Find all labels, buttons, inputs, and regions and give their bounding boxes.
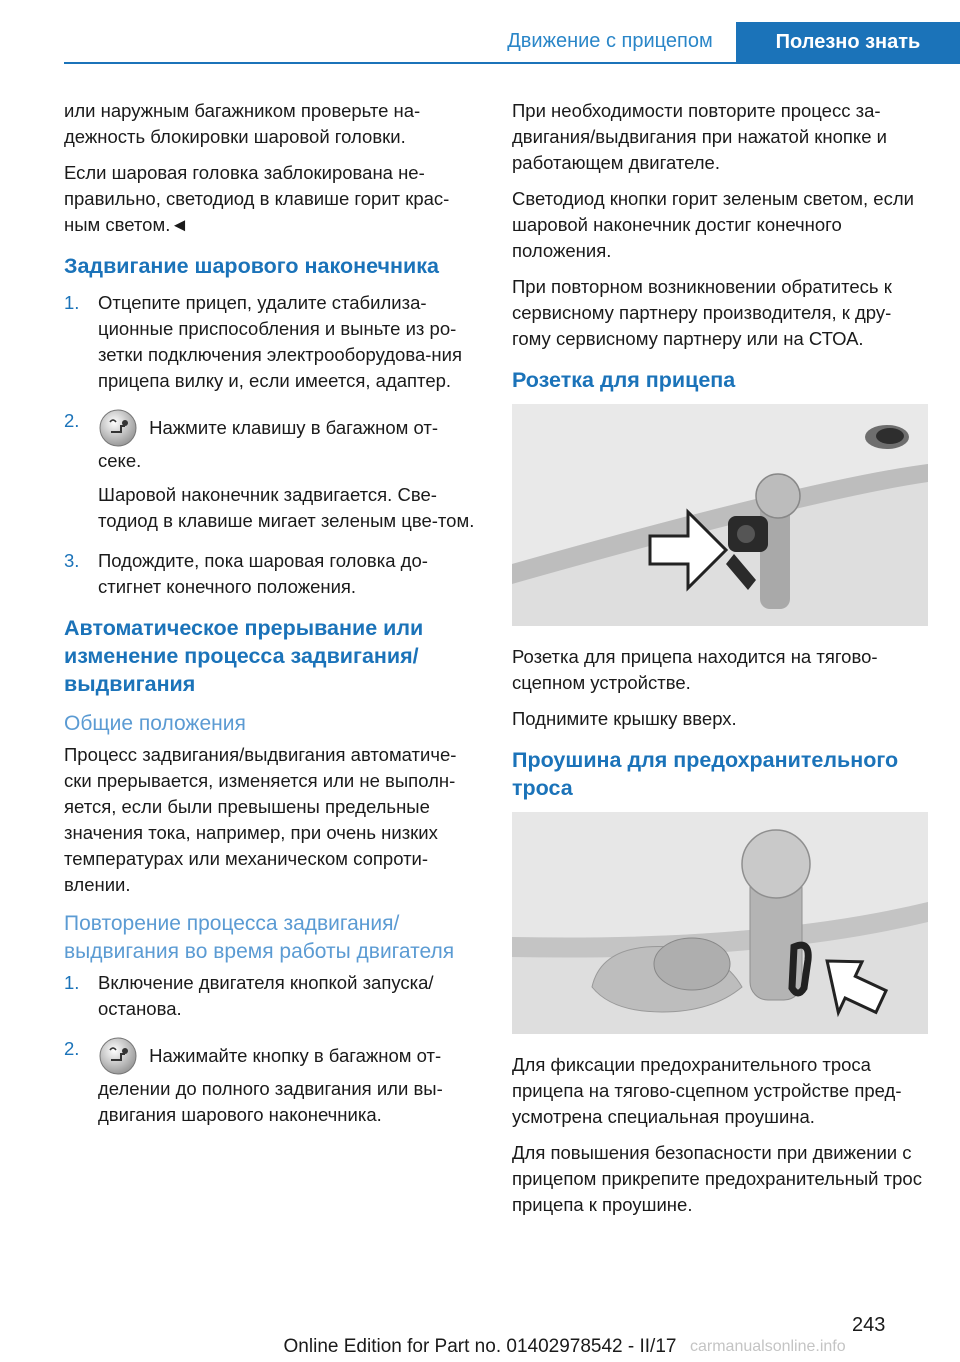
trailer-hitch-button-icon [98, 1036, 138, 1076]
list-item [64, 970, 480, 1022]
list-item [64, 290, 480, 394]
step-number: 3. [64, 550, 80, 571]
list-item [64, 548, 480, 600]
watermark: carmanualsonline.info [690, 1338, 846, 1355]
step-number: 1. [64, 972, 80, 993]
step-text: Включение двигателя кнопкой запуска/ останова. [98, 972, 434, 1019]
paragraph: Светодиод кнопки горит зеленым светом, если шаровой наконечник достиг конечного положения. [512, 188, 914, 261]
header-section-tab: Движение с прицепом [507, 30, 713, 52]
trailer-hitch-button-icon [98, 408, 138, 448]
paragraph: Розетка для прицепа находится на тягово-сцепном устройстве. [512, 646, 878, 693]
right-column [512, 98, 928, 1228]
paragraph: При повторном возникновении обратитесь к сервисному партнеру производителя, к дру-гому сервисному партнеру или на СТОА. [512, 276, 892, 349]
heading-auto-interrupt: Автоматическое прерывание или изменение процесса задвигания/ выдвигания [64, 616, 424, 696]
paragraph: или наружным багажником проверьте на-дежность блокировки шаровой головки. [64, 100, 421, 147]
header-chapter-tab: Полезно знать [736, 22, 960, 62]
heading-repeat: Повторение процесса задвигания/ выдвигания во время работы двигателя [64, 912, 455, 963]
paragraph: Поднимите крышку вверх. [512, 708, 737, 729]
paragraph: Для фиксации предохранительного троса прицепа на тягово-сцепном устройстве пред-усмотрена специальная проушина. [512, 1054, 902, 1127]
left-column [64, 98, 480, 1142]
step-text: Отцепите прицеп, удалите стабилиза-ционные приспособления и выньте из ро-зетки подключения электрооборудова-ния прицепа вилку и, если имеется, адаптер. [98, 292, 462, 391]
step-continuation: Шаровой наконечник задвигается. Све-тодиод в клавише мигает зеленым цве-том. [98, 484, 475, 531]
step-text: Нажмите клавишу в багажном от-секе. [98, 417, 439, 471]
step-text: Подождите, пока шаровая головка до-стигнет конечного положения. [98, 550, 428, 597]
paragraph: Процесс задвигания/выдвигания автоматиче-ски прерывается, изменяется или не выполн-яется, если были превышены предельные значения тока, например, при очень низких температурах или механическом сопроти-влении. [64, 744, 457, 895]
heading-retract: Задвигание шарового наконечника [64, 254, 439, 278]
step-text: Нажимайте кнопку в багажном от-делении до полного задвигания или вы-двигания шарового наконечника. [98, 1045, 443, 1125]
header-rule [64, 62, 960, 64]
heading-socket: Розетка для прицепа [512, 368, 736, 392]
paragraph: Для повышения безопасности при движении с прицепом прикрепите предохранительный трос прицепа к проушине. [512, 1142, 922, 1215]
page-number: 243 [852, 1314, 886, 1336]
step-number: 2. [64, 410, 80, 431]
footer-edition: Online Edition for Part no. 01402978542 - II/17 [283, 1336, 677, 1357]
list-item [64, 1036, 480, 1128]
paragraph: При необходимости повторите процесс за-двигания/выдвигания при нажатой кнопке и работающем двигателе. [512, 100, 887, 173]
paragraph: Если шаровая головка заблокирована не-правильно, светодиод в клавише горит крас-ным светом.◄ [64, 162, 450, 235]
step-number: 2. [64, 1038, 80, 1059]
heading-general: Общие положения [64, 712, 246, 735]
heading-eyelet: Проушина для предохранительного троса [512, 748, 899, 800]
safety-cable-eyelet-illustration [512, 812, 928, 1034]
trailer-socket-illustration [512, 404, 928, 626]
list-item [64, 408, 480, 534]
step-number: 1. [64, 292, 80, 313]
